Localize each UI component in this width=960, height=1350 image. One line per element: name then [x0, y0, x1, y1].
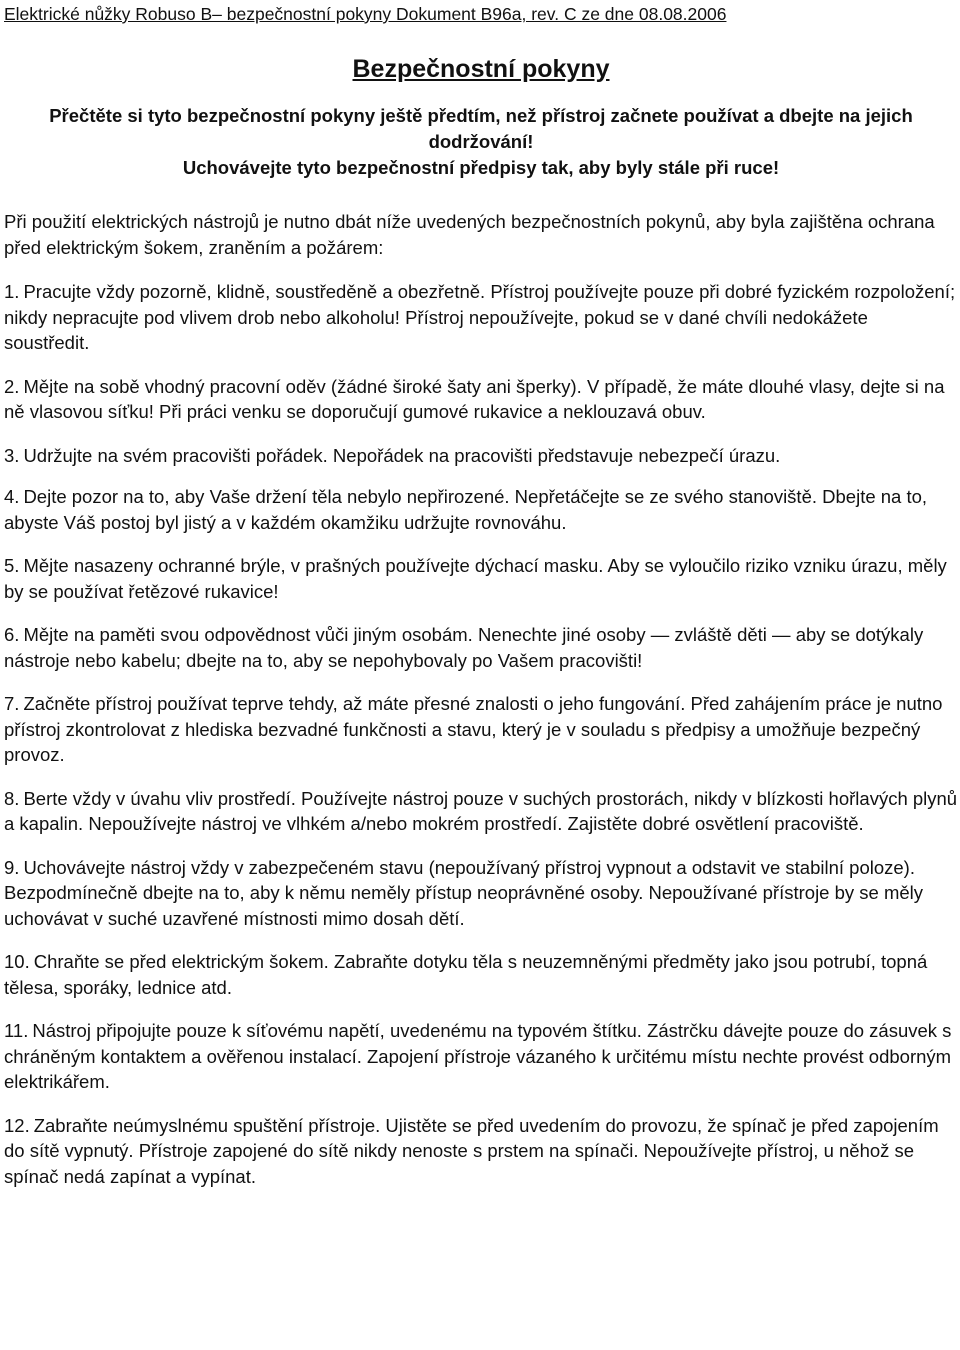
rule-number: 12.: [4, 1114, 30, 1136]
safety-rule-5: [4, 553, 958, 604]
intro-paragraph: Při použití elektrických nástrojů je nutno dbát níže uvedených bezpečnostních pokynů, aby byla zajištěna ochrana před elektrickým šokem, zraněním a požárem:: [4, 211, 935, 258]
rule-number: 3.: [4, 444, 20, 466]
rule-number: 4.: [4, 486, 20, 507]
rule-number: 2.: [4, 375, 20, 397]
safety-rule-3: [4, 443, 958, 469]
safety-rule-10: [4, 949, 958, 1000]
page-title: Bezpečnostní pokyny: [352, 55, 610, 83]
rule-number: 5.: [4, 555, 20, 576]
rule-text: Pracujte vždy pozorně, klidně, soustředěně a obezřetně. Přístroj používejte pouze při dobré fyzickém rozpoložení; nikdy nepracujte pod vlivem drob nebo alkoholu! Přístroj nepoužívejte, pokud se v dané chvíli nedokážete soustředit.: [4, 281, 956, 353]
rule-text: Mějte na sobě vhodný pracovní oděv (žádné široké šaty ani šperky). V případě, že máte dlouhé vlasy, dejte si na ně vlasovou síťku! Při práci venku se doporučují gumové rukavice a neklouzavá obuv.: [4, 375, 945, 422]
document-header: Elektrické nůžky Robuso B– bezpečnostní pokyny Dokument B96a, rev. C ze dne 08.08.2006: [4, 4, 727, 24]
rule-text: Nástroj připojujte pouze k síťovému napětí, uvedenému na typovém štítku. Zástrčku dávejte pouze do zásuvek s chráněným kontaktem a ověřenou instalací. Zapojení přístroje vázaného k určitému místu nechte provést odborným elektrikářem.: [4, 1020, 952, 1092]
rule-text: Chraňte se před elektrickým šokem. Zabraňte dotyku těla s neuzemněnými předměty jako jsou potrubí, topná tělesa, sporáky, lednice atd.: [4, 951, 928, 998]
safety-rule-8: [4, 786, 958, 837]
intro-warning-line-1: Přečtěte si tyto bezpečnostní pokyny ještě předtím, než přístroj začnete používat a dbejte na jejich dodržování!: [49, 105, 913, 152]
rule-text: Začněte přístroj používat teprve tehdy, až máte přesné znalosti o jeho fungování. Před zahájením práce je nutno přístroj zkontrolovat z hlediska bezvadné funkčnosti a stavu, který je v souladu s předpisy a umožňuje bezpečný provoz.: [4, 693, 943, 765]
intro-warning-line-2: Uchovávejte tyto bezpečnostní předpisy tak, aby byly stále při ruce!: [182, 157, 780, 178]
intro-warning: [4, 103, 958, 181]
safety-rule-2: [4, 374, 958, 425]
safety-rule-11: [4, 1018, 958, 1095]
safety-rule-6: [4, 622, 958, 673]
safety-rule-1: [4, 279, 958, 356]
document-page: [4, 0, 958, 1189]
rule-text: Dejte pozor na to, aby Vaše držení těla nebylo nepřirozené. Nepřetáčejte se ze svého stanoviště. Dbejte na to, abyste Váš postoj byl jistý a v každém okamžiku udržujte rovnováhu.: [4, 486, 928, 533]
rule-number: 10.: [4, 951, 30, 972]
safety-rule-12: [4, 1113, 958, 1190]
safety-rule-9: [4, 855, 958, 932]
rule-text: Berte vždy v úvahu vliv prostředí. Používejte nástroj pouze v suchých prostorách, nikdy v blízkosti hořlavých plynů a kapalin. Nepoužívejte nástroj ve vlhkém a/nebo mokrém prostředí. Zajistěte dobré osvětlení pracoviště.: [4, 787, 958, 834]
rule-text: Udržujte na svém pracovišti pořádek. Nepořádek na pracovišti představuje nebezpečí úrazu.: [23, 444, 781, 466]
safety-rule-4: [4, 484, 958, 535]
rule-text: Zabraňte neúmyslnému spuštění přístroje. Ujistěte se před uvedením do provozu, že spínač je před zapojením do sítě vypnutý. Přístroje zapojené do sítě nikdy nenoste s prstem na spínači. Nepoužívejte přístroj, u něhož se spínač nedá zapínat a vypínat.: [4, 1114, 939, 1187]
rule-number: 6.: [4, 624, 20, 645]
rule-number: 11.: [4, 1020, 29, 1041]
rule-number: 8.: [4, 787, 20, 809]
rule-number: 7.: [4, 693, 20, 714]
rule-text: Uchovávejte nástroj vždy v zabezpečeném stavu (nepoužívaný přístroj vypnout a odstavit ve stabilní poloze). Bezpodmínečně dbejte na to, aby k němu neměly přístup neoprávněné osoby. Nepoužívané přístroje by se měly uchovávat v suché uzavřené místnosti mimo dosah dětí.: [4, 856, 924, 929]
rule-number: 1.: [4, 281, 20, 302]
rule-number: 9.: [4, 856, 20, 878]
rule-text: Mějte nasazeny ochranné brýle, v prašných používejte dýchací masku. Aby se vyloučilo riziko vzniku úrazu, měly by se používat řetězové rukavice!: [4, 555, 947, 602]
safety-rule-7: [4, 691, 958, 768]
rule-text: Mějte na paměti svou odpovědnost vůči jiným osobám. Nenechte jiné osoby — zvláště děti — aby se dotýkaly nástroje nebo kabelu; dbejte na to, aby se nepohybovaly po Vašem pracovišti!: [4, 624, 924, 671]
